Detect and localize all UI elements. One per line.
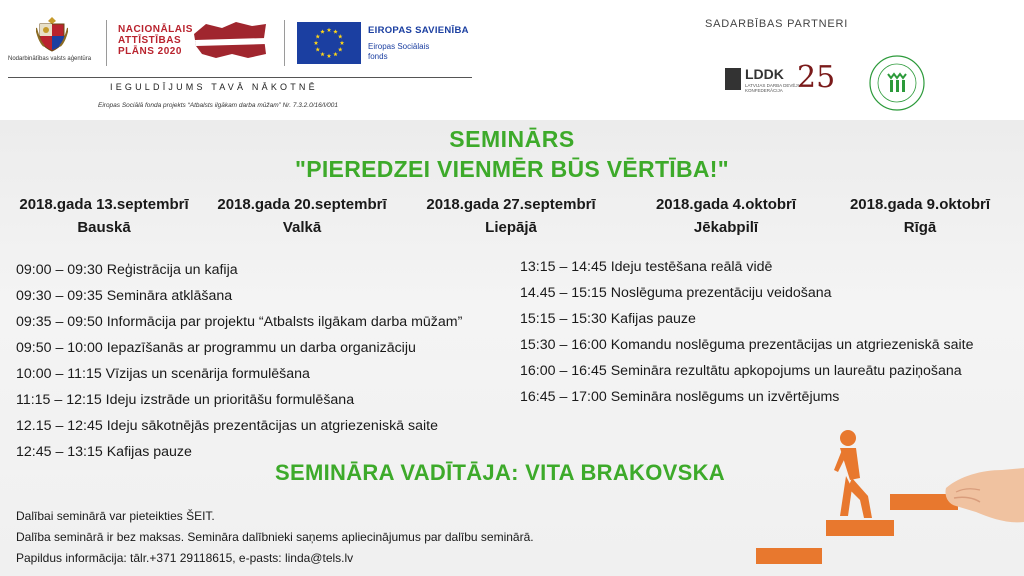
lddk-logo [725,62,835,98]
eu-sub-line: Eiropas Sociālais [368,42,430,51]
agenda-item: 15:30 – 16:00 Komandu noslēguma prezentācijas un atgriezeniskā saite [520,337,974,353]
header-rule [8,77,472,78]
nap-line: NACIONĀLAIS [118,24,193,35]
agenda-item: 16:00 – 16:45 Semināra rezultātu apkopojums un laureātu paziņošana [520,363,962,379]
agency-logo [8,16,98,66]
eu-flag-icon [297,22,361,64]
event-date: 2018.gada 4.oktobrī [655,196,797,213]
eu-logo-text [368,25,469,62]
header [0,0,1024,120]
lddk-sub-line: LATVIJAS DARBA DEVĒJU [745,83,801,88]
agenda-item: 09:35 – 09:50 Informācija par projektu “Atbalsts ilgākam darba mūžam” [16,314,463,330]
agenda-item: 14.45 – 15:15 Noslēguma prezentāciju veidošana [520,285,832,301]
partners-title: SADARBĪBAS PARTNERI [705,18,849,30]
agenda-item: 13:15 – 14:45 Ideju testēšana reālā vidē [520,259,773,275]
event-city: Rīgā [903,219,937,236]
event-date: 2018.gada 13.septembrī [19,196,189,213]
event-city: Jēkabpilī [693,219,759,236]
latvia-map-flag-icon [192,20,268,60]
agenda-item: 10:00 – 11:15 Vīzijas un scenārija formulēšana [16,366,310,382]
las-circle-logo-icon [868,54,926,112]
project-reference: Eiropas Sociālā fonda projekts “Atbalsts ilgākam darba mūžam” Nr. 7.3.2.0/16/I/001 [98,102,339,109]
eu-title: EIROPAS SAVIENĪBA [368,25,469,36]
event-date: 2018.gada 9.oktobrī [849,196,991,213]
latvia-coat-of-arms-icon [36,16,68,52]
seminar-poster [0,120,1024,576]
info-line: Papildus informācija: tālr.+371 29118615, e-pasts: linda@tels.lv [16,551,354,565]
lddk-anniversary-number: 25 [797,60,836,95]
event-date-bauska [14,196,194,236]
event-date-valka [212,196,392,236]
eu-sub-line: fonds [368,52,388,61]
agenda-morning [16,257,462,465]
nap-logo-text [118,24,193,57]
seminar-subtitle: "PIEREDZEI VIENMĒR BŪS VĒRTĪBA!" [295,156,729,182]
agenda-item: 11:15 – 12:15 Ideju izstrāde un prioritāšu formulēšana [16,392,355,408]
seminar-title: SEMINĀRS [449,126,575,152]
event-date: 2018.gada 20.septembrī [217,196,387,213]
agenda-item: 09:30 – 09:35 Semināra atklāšana [16,288,233,304]
event-date-jekabpils [646,196,806,236]
agenda-item: 12.15 – 12:45 Ideju sākotnējās prezentācijas un atgriezeniskā saite [16,418,438,434]
divider [284,20,285,66]
nap-line: ATTĪSTĪBAS [118,35,182,46]
agency-caption: Nodarbinātības valsts aģentūra [8,56,92,62]
divider [106,20,107,66]
info-line: Dalībai seminārā var pieteikties ŠEIT. [16,509,215,523]
agenda-item: 12:45 – 13:15 Kafijas pauze [16,444,192,460]
lddk-sub-line: KONFEDERĀCIJA [745,88,783,93]
event-city: Valkā [282,219,322,236]
eu-subtitle [368,42,469,62]
nap-line: PLĀNS 2020 [118,46,182,57]
lddk-name: LDDK [745,66,784,82]
agenda-item: 09:50 – 10:00 Iepazīšanās ar programmu un darba organizāciju [16,340,416,356]
event-city: Bauskā [77,219,131,236]
seminar-leader: SEMINĀRA VADĪTĀJA: VITA BRAKOVSKA [275,460,725,485]
info-line: Dalība seminārā ir bez maksas. Semināra dalībnieki saņems apliecinājumus par dalību seminārā. [16,530,534,544]
agenda-item: 15:15 – 15:30 Kafijas pauze [520,311,696,327]
event-city: Liepājā [485,219,537,236]
registration-info [16,506,534,569]
agenda-item: 16:45 – 17:00 Semināra noslēgums un izvērtējums [520,389,840,405]
agenda-item: 09:00 – 09:30 Reģistrācija un kafija [16,262,238,278]
agenda-afternoon [520,254,974,410]
climbing-stairs-illustration-icon [750,426,1024,576]
event-date-riga [842,196,998,236]
slogan: IEGULDĪJUMS TAVĀ NĀKOTNĒ [110,82,318,92]
lddk-mark-icon [725,68,741,90]
event-date-liepaja [420,196,602,236]
event-date: 2018.gada 27.septembrī [426,196,596,213]
lddk-subtitle [745,83,801,93]
